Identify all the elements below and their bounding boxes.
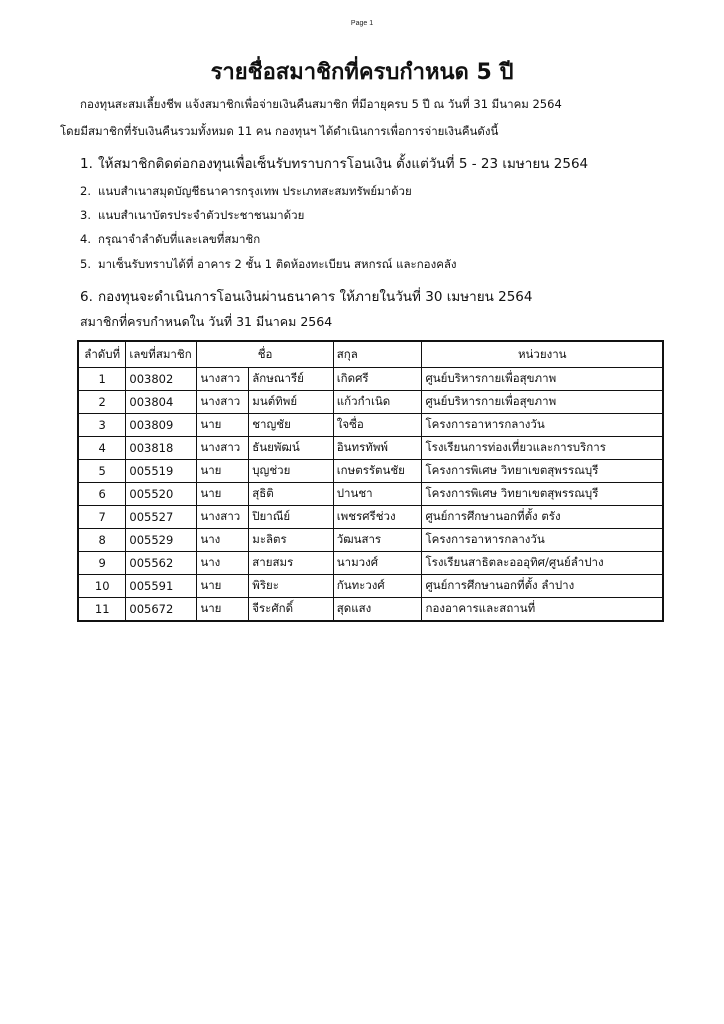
header-department: หน่วยงาน <box>422 341 663 368</box>
cell-title: นางสาว <box>197 437 249 460</box>
cell-last-name: สุดแสง <box>333 598 422 622</box>
table-row <box>78 552 663 575</box>
instruction-item: 1. ให้สมาชิกติดต่อกองทุนเพื่อเซ็นรับทราบการโอนเงิน ตั้งแต่วันที่ 5 - 23 เมษายน 2564 <box>80 156 589 172</box>
cell-last-name: เกิดศรี <box>333 368 422 391</box>
cell-department: โครงการพิเศษ วิทยาเขตสุพรรณบุรี <box>422 460 663 483</box>
cell-member-id: 005519 <box>126 460 197 483</box>
cell-order: 6 <box>78 483 126 506</box>
cell-order: 4 <box>78 437 126 460</box>
cell-order: 10 <box>78 575 126 598</box>
cell-last-name: เกษตรรัตนชัย <box>333 460 422 483</box>
header-order: ลำดับที่ <box>78 341 126 368</box>
instruction-item: 4. กรุณาจำลำดับที่และเลขที่สมาชิก <box>80 232 261 246</box>
cell-department: โครงการพิเศษ วิทยาเขตสุพรรณบุรี <box>422 483 663 506</box>
cell-first-name: ลักษณารีย์ <box>249 368 334 391</box>
cell-title: นางสาว <box>197 506 249 529</box>
intro-line-2: โดยมีสมาชิกที่รับเงินคืนรวมทั้งหมด 11 คน กองทุนฯ ได้ดำเนินการเพื่อการจ่ายเงินคืนดังนี้ <box>60 124 499 138</box>
cell-last-name: กันทะวงศ์ <box>333 575 422 598</box>
cell-first-name: จีระศักดิ์ <box>249 598 334 622</box>
cell-last-name: ใจซื่อ <box>333 414 422 437</box>
cell-member-id: 005672 <box>126 598 197 622</box>
intro-line-1: กองทุนสะสมเลี้ยงชีพ แจ้งสมาชิกเพื่อจ่ายเงินคืนสมาชิก ที่มีอายุครบ 5 ปี ณ วันที่ 31 มีนาคม 2564 <box>80 97 562 111</box>
cell-title: นางสาว <box>197 368 249 391</box>
instruction-item: 6. กองทุนจะดำเนินการโอนเงินผ่านธนาคาร ให้ภายในวันที่ 30 เมษายน 2564 <box>80 289 533 305</box>
cell-order: 1 <box>78 368 126 391</box>
cell-member-id: 005529 <box>126 529 197 552</box>
table-row <box>78 598 663 622</box>
table-row <box>78 437 663 460</box>
cell-first-name: มะลิตร <box>249 529 334 552</box>
cell-department: ศูนย์การศึกษานอกที่ตั้ง ลำปาง <box>422 575 663 598</box>
cell-first-name: ชาญชัย <box>249 414 334 437</box>
cell-order: 5 <box>78 460 126 483</box>
cell-order: 9 <box>78 552 126 575</box>
cell-department: โครงการอาหารกลางวัน <box>422 529 663 552</box>
cell-member-id: 005520 <box>126 483 197 506</box>
member-table-body <box>78 368 663 622</box>
cell-department: ศูนย์การศึกษานอกที่ตั้ง ตรัง <box>422 506 663 529</box>
instruction-item: 3. แนบสำเนาบัตรประจำตัวประชาชนมาด้วย <box>80 208 305 222</box>
cell-last-name: อินทรทัพพ์ <box>333 437 422 460</box>
table-row <box>78 391 663 414</box>
member-table <box>77 340 664 622</box>
cell-member-id: 003802 <box>126 368 197 391</box>
cell-title: นาย <box>197 483 249 506</box>
cell-department: กองอาคารและสถานที่ <box>422 598 663 622</box>
cell-department: โรงเรียนการท่องเที่ยวและการบริการ <box>422 437 663 460</box>
cell-member-id: 003809 <box>126 414 197 437</box>
cell-order: 2 <box>78 391 126 414</box>
cell-order: 3 <box>78 414 126 437</box>
cell-first-name: มนต์ทิพย์ <box>249 391 334 414</box>
cell-first-name: ธันยพัฒน์ <box>249 437 334 460</box>
cell-member-id: 005591 <box>126 575 197 598</box>
header-member-id: เลขที่สมาชิก <box>126 341 197 368</box>
page-title: รายชื่อสมาชิกที่ครบกำหนด 5 ปี <box>210 60 514 85</box>
cell-last-name: เพชรศรีช่วง <box>333 506 422 529</box>
page-number-label: Page 1 <box>350 20 374 27</box>
table-row <box>78 506 663 529</box>
cell-member-id: 003818 <box>126 437 197 460</box>
cell-first-name: บุญช่วย <box>249 460 334 483</box>
table-row <box>78 414 663 437</box>
cell-title: นาย <box>197 414 249 437</box>
cell-first-name: สุธิติ <box>249 483 334 506</box>
cell-title: นาง <box>197 529 249 552</box>
table-row <box>78 575 663 598</box>
cell-department: ศูนย์บริหารกายเพื่อสุขภาพ <box>422 368 663 391</box>
cell-last-name: แก้วกำเนิด <box>333 391 422 414</box>
header-last-name: สกุล <box>333 341 422 368</box>
cell-order: 7 <box>78 506 126 529</box>
cell-title: นาง <box>197 552 249 575</box>
instruction-item: 5. มาเซ็นรับทราบได้ที่ อาคาร 2 ชั้น 1 ติดห้องทะเบียน สหกรณ์ และกองคลัง <box>80 257 457 271</box>
cell-department: ศูนย์บริหารกายเพื่อสุขภาพ <box>422 391 663 414</box>
cell-first-name: ปิยาณีย์ <box>249 506 334 529</box>
cell-title: นาย <box>197 575 249 598</box>
cell-title: นาย <box>197 598 249 622</box>
table-row <box>78 368 663 391</box>
cell-department: โครงการอาหารกลางวัน <box>422 414 663 437</box>
table-header-row <box>78 341 663 368</box>
cell-last-name: นามวงศ์ <box>333 552 422 575</box>
cell-order: 11 <box>78 598 126 622</box>
table-row <box>78 483 663 506</box>
header-first-name: ชื่อ <box>197 341 333 368</box>
table-row <box>78 529 663 552</box>
cell-member-id: 005527 <box>126 506 197 529</box>
instruction-item: 2. แนบสำเนาสมุดบัญชีธนาคารกรุงเทพ ประเภทสะสมทรัพย์มาด้วย <box>80 184 412 198</box>
cell-last-name: ปานชา <box>333 483 422 506</box>
cell-first-name: สายสมร <box>249 552 334 575</box>
cell-title: นางสาว <box>197 391 249 414</box>
cell-order: 8 <box>78 529 126 552</box>
table-subtitle: สมาชิกที่ครบกำหนดใน วันที่ 31 มีนาคม 2564 <box>80 314 333 329</box>
cell-title: นาย <box>197 460 249 483</box>
cell-member-id: 005562 <box>126 552 197 575</box>
cell-department: โรงเรียนสาธิตละอออุทิศ/ศูนย์ลำปาง <box>422 552 663 575</box>
cell-member-id: 003804 <box>126 391 197 414</box>
cell-first-name: พิริยะ <box>249 575 334 598</box>
cell-last-name: วัฒนสาร <box>333 529 422 552</box>
table-row <box>78 460 663 483</box>
